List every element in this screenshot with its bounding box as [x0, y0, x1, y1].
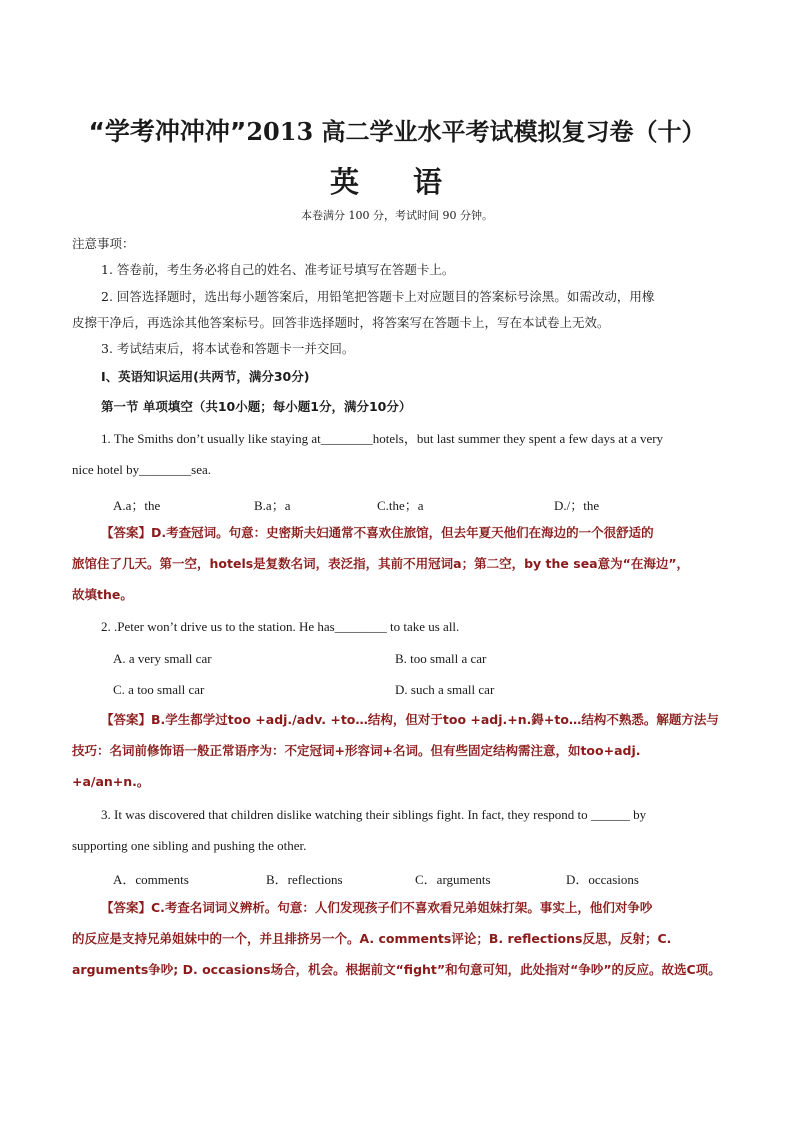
question-3-line-1: 3. It was discovered that children dislike watching their siblings fight. In fact, they respond to ______ by: [101, 807, 647, 822]
question-2-line-1: 2. .Peter won’t drive us to the station. He has________ to take us all.: [101, 619, 460, 634]
q2-option-a: A. a very small car: [113, 651, 212, 666]
q1-answer-line-1: 【答案】D.考查冠词。句意：史密斯夫妇通常不喜欢住旅馆，但去年夏天他们在海边的一个很舒适的: [101, 525, 654, 540]
notice-item: 1. 答卷前，考生务必将自己的姓名、准考证号填写在答题卡上。: [101, 262, 455, 277]
q3-option-c: C．arguments: [415, 872, 491, 887]
q2-option-d: D. such a small car: [395, 682, 495, 697]
notice-item: 皮擦干净后，再选涂其他答案标号。回答非选择题时，将答案写在答题卡上，写在本试卷上无效。: [72, 315, 610, 330]
title-quote: “学考冲冲冲”: [88, 117, 247, 146]
exam-note: 本卷满分 100 分，考试时间 90 分钟。: [301, 209, 493, 222]
q2-option-b: B. too small a car: [395, 651, 487, 666]
page-title: [0, 112, 794, 148]
subject-heading: 英 语: [329, 165, 465, 199]
q2-answer-line-1: 【答案】B.学生都学过too +adj./adv. +to…结构，但对于too +adj.+n.鍀+to…结构不熟悉。解题方法与: [101, 712, 719, 727]
q2-answer-line-3: +a/an+n.。: [72, 774, 150, 789]
q1-option-d: D./；the: [554, 498, 600, 513]
q1-option-b: B.a；a: [254, 498, 291, 513]
notice-item: 3. 考试结束后，将本试卷和答题卡一并交回。: [101, 341, 355, 356]
q3-answer-line-2: 的反应是支持兄弟姐妹中的一个，并且排挤另一个。A. comments评论；B. reflections反思，反射；C.: [72, 931, 672, 946]
question-3-line-2: supporting one sibling and pushing the other.: [72, 838, 307, 853]
title-rest: 2013 高二学业水平考试模拟复习卷（十）: [246, 117, 706, 146]
question-1-line-1: 1. The Smiths don’t usually like staying at________hotels，but last summer they spent a few days at a very: [101, 431, 664, 446]
q1-answer-line-2: 旅馆住了几天。第一空，hotels是复数名词，表泛指，其前不用冠词a；第二空，by the sea意为“在海边”，: [72, 556, 690, 571]
q3-answer-line-1: 【答案】C.考查名词词义辨析。句意：人们发现孩子们不喜欢看兄弟姐妹打架。事实上，他们对争吵: [101, 900, 653, 915]
q3-answer-line-3: arguments争吵; D. occasions场合，机会。根据前文“fight”和句意可知，此处指对“争吵”的反应。故选C项。: [72, 962, 721, 977]
question-1-line-2: nice hotel by________sea.: [72, 462, 211, 477]
q1-answer-line-3: 故填the。: [72, 587, 133, 602]
q1-option-c: C.the；a: [377, 498, 424, 513]
q2-option-c: C. a too small car: [113, 682, 205, 697]
section-sub-heading: 第一节 单项填空（共10小题；每小题1分，满分10分）: [101, 399, 412, 414]
notice-item: 2. 回答选择题时，选出每小题答案后，用铅笔把答题卡上对应题目的答案标号涂黑。如需改动，用橡: [101, 289, 655, 304]
notice-heading: 注意事项：: [72, 236, 135, 251]
q2-answer-line-2: 技巧：名词前修饰语一般正常语序为：不定冠词+形容词+名词。但有些固定结构需注意，如too+adj.: [72, 743, 641, 758]
q1-option-a: A.a；the: [113, 498, 161, 513]
q3-option-b: B．reflections: [266, 872, 343, 887]
section-part-heading: I、英语知识运用(共两节，满分30分): [101, 369, 310, 384]
q3-option-d: D．occasions: [566, 872, 639, 887]
q3-option-a: A．comments: [113, 872, 189, 887]
